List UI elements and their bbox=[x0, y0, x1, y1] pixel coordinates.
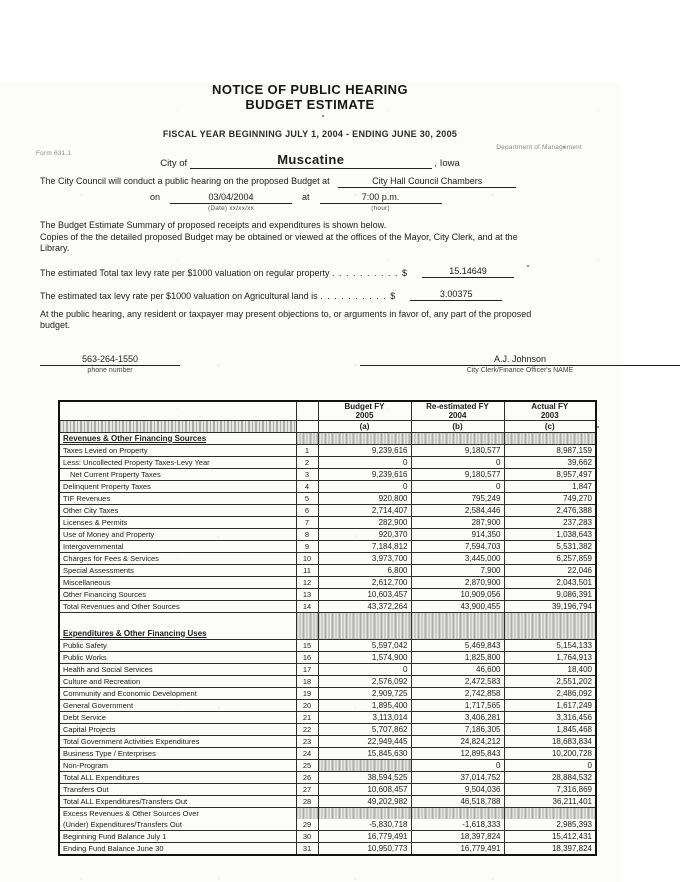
cell-budget-fy2005: 1,574,900 bbox=[318, 651, 411, 663]
objections-paragraph: At the public hearing, any resident or taxpayer may present objections to, or arguments in favor of, any part of the proposed budget. bbox=[40, 308, 532, 330]
summary-line: The Budget Estimate Summary of proposed receipts and expenditures is shown below. bbox=[40, 220, 387, 230]
cell-reestimated-fy2004: 24,824,212 bbox=[411, 735, 504, 747]
section-row bbox=[59, 612, 596, 639]
table-row bbox=[59, 819, 596, 831]
row-label: Debt Service bbox=[59, 711, 296, 723]
row-number: 7 bbox=[296, 516, 318, 528]
table-row bbox=[59, 480, 596, 492]
row-number: 26 bbox=[296, 771, 318, 783]
city-of-label: City of bbox=[160, 158, 188, 169]
cell-reestimated-fy2004: 287,900 bbox=[411, 516, 504, 528]
row-number: 14 bbox=[296, 600, 318, 612]
cell-budget-fy2005: 7,184,812 bbox=[318, 540, 411, 552]
table-row bbox=[59, 759, 596, 771]
phone-caption: phone number bbox=[87, 366, 133, 374]
row-number: 4 bbox=[296, 480, 318, 492]
cell-budget-fy2005: 3,973,700 bbox=[318, 552, 411, 564]
row-number bbox=[296, 612, 318, 639]
cell-reestimated-fy2004: 2,472,583 bbox=[411, 675, 504, 687]
table-row bbox=[59, 552, 596, 564]
cell-actual-fy2003: 18,397,824 bbox=[504, 842, 596, 855]
header-col-a-line1: Budget FY bbox=[344, 401, 385, 411]
row-number: 21 bbox=[296, 711, 318, 723]
signature-block bbox=[40, 354, 580, 374]
cell-budget-fy2005: 9,239,616 bbox=[318, 468, 411, 480]
header-col-a-line2: 2005 bbox=[355, 410, 374, 420]
row-number: 28 bbox=[296, 795, 318, 807]
budget-table-body bbox=[59, 432, 596, 855]
table-row bbox=[59, 807, 596, 819]
state-label: , Iowa bbox=[434, 158, 460, 169]
letter-b: (b) bbox=[411, 420, 504, 432]
cell-budget-fy2005: 49,202,982 bbox=[318, 795, 411, 807]
cell-reestimated-fy2004: 0 bbox=[411, 456, 504, 468]
row-number: 2 bbox=[296, 456, 318, 468]
levy-ag-dots: . . . . . . . . . . $ bbox=[320, 290, 397, 301]
cell-actual-fy2003: 39,196,794 bbox=[504, 600, 596, 612]
cell-actual-fy2003: 8,957,497 bbox=[504, 468, 596, 480]
cell-actual-fy2003: 6,257,859 bbox=[504, 552, 596, 564]
table-row bbox=[59, 675, 596, 687]
cell-reestimated-fy2004: 7,186,305 bbox=[411, 723, 504, 735]
title-line1: NOTICE OF PUBLIC HEARING bbox=[212, 82, 408, 97]
cell-reestimated-fy2004: 9,180,577 bbox=[411, 444, 504, 456]
row-label: Total Revenues and Other Sources bbox=[59, 600, 296, 612]
letter-c: (c) bbox=[504, 420, 596, 432]
row-label: Community and Economic Development bbox=[59, 687, 296, 699]
cell-budget-fy2005: 1,895,400 bbox=[318, 699, 411, 711]
row-number: 10 bbox=[296, 552, 318, 564]
form-number: Form 631.1 bbox=[36, 150, 72, 157]
cell-actual-fy2003: 1,617,249 bbox=[504, 699, 596, 711]
cell-reestimated-fy2004: -1,618,333 bbox=[411, 819, 504, 831]
row-number: 24 bbox=[296, 747, 318, 759]
table-row bbox=[59, 639, 596, 651]
header-col-b-line1: Re-estimated FY bbox=[426, 401, 489, 411]
table-row bbox=[59, 830, 596, 842]
table-row bbox=[59, 747, 596, 759]
cell-reestimated-fy2004: 0 bbox=[411, 480, 504, 492]
levy-regular-line bbox=[40, 266, 585, 278]
cell-reestimated-fy2004: 2,742,858 bbox=[411, 687, 504, 699]
row-number: 1 bbox=[296, 444, 318, 456]
cell-reestimated-fy2004 bbox=[411, 807, 504, 819]
cell-budget-fy2005: 6,800 bbox=[318, 564, 411, 576]
cell-actual-fy2003: 1,847 bbox=[504, 480, 596, 492]
hearing-time-value: 7:00 p.m. bbox=[320, 192, 442, 204]
letter-blank-num bbox=[296, 420, 318, 432]
row-number bbox=[296, 432, 318, 444]
on-label: on bbox=[150, 192, 161, 202]
cell-reestimated-fy2004: 46,518,788 bbox=[411, 795, 504, 807]
city-line bbox=[0, 152, 620, 169]
cell-actual-fy2003: 10,200,728 bbox=[504, 747, 596, 759]
fiscal-year-line: FISCAL YEAR BEGINNING JULY 1, 2004 - ENDING JUNE 30, 2005 bbox=[162, 129, 458, 139]
table-row bbox=[59, 783, 596, 795]
cell-budget-fy2005: 10,608,457 bbox=[318, 783, 411, 795]
table-row bbox=[59, 771, 596, 783]
cell-reestimated-fy2004: 12,895,843 bbox=[411, 747, 504, 759]
row-number: 30 bbox=[296, 830, 318, 842]
row-number: 16 bbox=[296, 651, 318, 663]
phone-number: 563-264-1550 bbox=[40, 354, 180, 366]
cell-actual-fy2003: 2,476,388 bbox=[504, 504, 596, 516]
row-label: Miscellaneous bbox=[59, 576, 296, 588]
table-row bbox=[59, 528, 596, 540]
hearing-date-field bbox=[170, 192, 292, 212]
cell-reestimated-fy2004: 1,825,800 bbox=[411, 651, 504, 663]
cell-actual-fy2003: 9,086,391 bbox=[504, 588, 596, 600]
cell-budget-fy2005 bbox=[318, 759, 411, 771]
cell-budget-fy2005: 2,714,407 bbox=[318, 504, 411, 516]
cell-actual-fy2003: 7,316,869 bbox=[504, 783, 596, 795]
table-row bbox=[59, 842, 596, 855]
table-row bbox=[59, 504, 596, 516]
row-number: 5 bbox=[296, 492, 318, 504]
cell-reestimated-fy2004: 2,870,900 bbox=[411, 576, 504, 588]
cell-budget-fy2005: 0 bbox=[318, 663, 411, 675]
cell-actual-fy2003: 1,845,468 bbox=[504, 723, 596, 735]
row-number: 12 bbox=[296, 576, 318, 588]
table-row bbox=[59, 699, 596, 711]
cell-budget-fy2005: 0 bbox=[318, 456, 411, 468]
cell-budget-fy2005: -5,830,718 bbox=[318, 819, 411, 831]
cell-budget-fy2005: 2,909,725 bbox=[318, 687, 411, 699]
row-label: Delinquent Property Taxes bbox=[59, 480, 296, 492]
row-number: 17 bbox=[296, 663, 318, 675]
cell-reestimated-fy2004: 9,180,577 bbox=[411, 468, 504, 480]
cell-reestimated-fy2004: 0 bbox=[411, 759, 504, 771]
hearing-date-value: 03/04/2004 bbox=[170, 192, 292, 204]
cell-budget-fy2005: 0 bbox=[318, 480, 411, 492]
table-header-row bbox=[59, 401, 596, 421]
row-number: 18 bbox=[296, 675, 318, 687]
cell-budget-fy2005 bbox=[318, 807, 411, 819]
title-line2: BUDGET ESTIMATE bbox=[245, 97, 375, 112]
hearing-location-field: City Hall Council Chambers bbox=[338, 176, 516, 188]
row-label: Health and Social Services bbox=[59, 663, 296, 675]
document-title bbox=[0, 82, 620, 112]
cell-reestimated-fy2004: 18,397,824 bbox=[411, 830, 504, 842]
row-number: 19 bbox=[296, 687, 318, 699]
row-label: Business Type / Enterprises bbox=[59, 747, 296, 759]
row-label: Total ALL Expenditures/Transfers Out bbox=[59, 795, 296, 807]
cell-reestimated-fy2004 bbox=[411, 432, 504, 444]
header-blank-num bbox=[296, 401, 318, 421]
copies-line: Copies of the the detailed proposed Budget may be obtained or viewed at the offices of the Mayor, City Clerk, and at the Library. bbox=[40, 231, 518, 253]
cell-reestimated-fy2004: 795,249 bbox=[411, 492, 504, 504]
row-label: Intergovernmental bbox=[59, 540, 296, 552]
cell-actual-fy2003: 2,043,501 bbox=[504, 576, 596, 588]
cell-actual-fy2003: 237,283 bbox=[504, 516, 596, 528]
cell-actual-fy2003: 1,764,913 bbox=[504, 651, 596, 663]
cell-actual-fy2003: 1,038,643 bbox=[504, 528, 596, 540]
row-label: Transfers Out bbox=[59, 783, 296, 795]
row-label: Total Government Activities Expenditures bbox=[59, 735, 296, 747]
cell-reestimated-fy2004: 9,504,036 bbox=[411, 783, 504, 795]
cell-actual-fy2003 bbox=[504, 807, 596, 819]
header-actual-fy2003 bbox=[504, 401, 596, 421]
table-row bbox=[59, 576, 596, 588]
cell-actual-fy2003: 8,987,159 bbox=[504, 444, 596, 456]
row-number: 27 bbox=[296, 783, 318, 795]
cell-actual-fy2003: 2,985,393 bbox=[504, 819, 596, 831]
row-label: Capital Projects bbox=[59, 723, 296, 735]
cell-budget-fy2005: 9,239,616 bbox=[318, 444, 411, 456]
table-row bbox=[59, 564, 596, 576]
header-blank-label bbox=[59, 401, 296, 421]
cell-reestimated-fy2004: 43,900,455 bbox=[411, 600, 504, 612]
cell-reestimated-fy2004: 16,779,491 bbox=[411, 842, 504, 855]
letter-a: (a) bbox=[318, 420, 411, 432]
row-label: TIF Revenues bbox=[59, 492, 296, 504]
cell-actual-fy2003: 5,531,382 bbox=[504, 540, 596, 552]
row-number: 8 bbox=[296, 528, 318, 540]
cell-budget-fy2005: 920,370 bbox=[318, 528, 411, 540]
cell-actual-fy2003 bbox=[504, 432, 596, 444]
row-label: Total ALL Expenditures bbox=[59, 771, 296, 783]
cell-actual-fy2003: 749,270 bbox=[504, 492, 596, 504]
cell-reestimated-fy2004: 1,717,565 bbox=[411, 699, 504, 711]
cell-actual-fy2003: 5,154,133 bbox=[504, 639, 596, 651]
levy-agricultural-line bbox=[40, 289, 585, 301]
header-reestimated-fy2004 bbox=[411, 401, 504, 421]
cell-budget-fy2005: 16,779,491 bbox=[318, 830, 411, 842]
row-label: General Government bbox=[59, 699, 296, 711]
table-row bbox=[59, 588, 596, 600]
cell-actual-fy2003: 18,400 bbox=[504, 663, 596, 675]
row-number bbox=[296, 807, 318, 819]
row-label: (Under) Expenditures/Transfers Out bbox=[59, 819, 296, 831]
table-row bbox=[59, 468, 596, 480]
cell-actual-fy2003: 36,211,401 bbox=[504, 795, 596, 807]
row-number: 3 bbox=[296, 468, 318, 480]
header-col-c-line1: Actual FY bbox=[531, 401, 569, 411]
cell-budget-fy2005: 43,372,264 bbox=[318, 600, 411, 612]
row-label: Beginning Fund Balance July 1 bbox=[59, 830, 296, 842]
row-label: Use of Money and Property bbox=[59, 528, 296, 540]
row-label: Other City Taxes bbox=[59, 504, 296, 516]
row-label: Special Assessments bbox=[59, 564, 296, 576]
phone-block bbox=[40, 354, 180, 374]
levy-regular-dots: . . . . . . . . . . $ bbox=[332, 267, 409, 278]
row-number: 11 bbox=[296, 564, 318, 576]
table-row bbox=[59, 444, 596, 456]
cell-actual-fy2003: 2,551,202 bbox=[504, 675, 596, 687]
row-number: 22 bbox=[296, 723, 318, 735]
cell-reestimated-fy2004: 2,584,446 bbox=[411, 504, 504, 516]
row-number: 13 bbox=[296, 588, 318, 600]
row-label: Non-Program bbox=[59, 759, 296, 771]
cell-actual-fy2003: 28,884,532 bbox=[504, 771, 596, 783]
scan-artifact bbox=[597, 426, 599, 428]
table-row bbox=[59, 600, 596, 612]
table-row bbox=[59, 711, 596, 723]
cell-budget-fy2005: 2,576,092 bbox=[318, 675, 411, 687]
cell-reestimated-fy2004: 914,350 bbox=[411, 528, 504, 540]
hearing-when-line bbox=[150, 192, 620, 212]
summary-paragraph bbox=[40, 220, 540, 255]
row-label: Other Financing Sources bbox=[59, 588, 296, 600]
header-budget-fy2005 bbox=[318, 401, 411, 421]
cell-reestimated-fy2004: 46,600 bbox=[411, 663, 504, 675]
row-label: Net Current Property Taxes bbox=[59, 468, 296, 480]
cell-reestimated-fy2004: 3,406,281 bbox=[411, 711, 504, 723]
cell-actual-fy2003: 18,683,834 bbox=[504, 735, 596, 747]
hearing-text: The City Council will conduct a public hearing on the proposed Budget at bbox=[40, 176, 330, 186]
cell-budget-fy2005: 2,612,700 bbox=[318, 576, 411, 588]
scan-artifact bbox=[527, 265, 529, 267]
row-number: 9 bbox=[296, 540, 318, 552]
table-row bbox=[59, 456, 596, 468]
department-label: Department of Management bbox=[496, 144, 582, 151]
levy-regular-label: The estimated Total tax levy rate per $1000 valuation on regular property bbox=[40, 267, 330, 278]
row-number: 6 bbox=[296, 504, 318, 516]
section-row bbox=[59, 432, 596, 444]
table-row bbox=[59, 540, 596, 552]
row-label: Excess Revenues & Other Sources Over bbox=[59, 807, 296, 819]
scan-artifact bbox=[322, 115, 324, 117]
row-label: Charges for Fees & Services bbox=[59, 552, 296, 564]
row-number: 15 bbox=[296, 639, 318, 651]
row-label: Public Works bbox=[59, 651, 296, 663]
cell-actual-fy2003: 22,046 bbox=[504, 564, 596, 576]
cell-budget-fy2005: 38,594,525 bbox=[318, 771, 411, 783]
table-row bbox=[59, 795, 596, 807]
table-row bbox=[59, 723, 596, 735]
cell-budget-fy2005: 15,845,630 bbox=[318, 747, 411, 759]
table-letter-row bbox=[59, 420, 596, 432]
row-label: Less: Uncollected Property Taxes-Levy Year bbox=[59, 456, 296, 468]
cell-reestimated-fy2004 bbox=[411, 612, 504, 639]
row-label: Licenses & Permits bbox=[59, 516, 296, 528]
cell-reestimated-fy2004: 3,445,000 bbox=[411, 552, 504, 564]
cell-budget-fy2005: 5,597,042 bbox=[318, 639, 411, 651]
letter-blank-label bbox=[59, 420, 296, 432]
at-label: at bbox=[302, 192, 310, 202]
row-label: Taxes Levied on Property bbox=[59, 444, 296, 456]
row-number: 25 bbox=[296, 759, 318, 771]
cell-actual-fy2003: 15,412,431 bbox=[504, 830, 596, 842]
row-label: Expenditures & Other Financing Uses bbox=[59, 612, 296, 639]
cell-reestimated-fy2004: 5,469,843 bbox=[411, 639, 504, 651]
cell-budget-fy2005 bbox=[318, 612, 411, 639]
cell-budget-fy2005: 10,603,457 bbox=[318, 588, 411, 600]
cell-reestimated-fy2004: 7,900 bbox=[411, 564, 504, 576]
table-row bbox=[59, 492, 596, 504]
cell-actual-fy2003 bbox=[504, 612, 596, 639]
clerk-block bbox=[360, 354, 680, 374]
table-row bbox=[59, 516, 596, 528]
hearing-line bbox=[40, 176, 620, 188]
cell-budget-fy2005: 22,949,445 bbox=[318, 735, 411, 747]
header-col-b-line2: 2004 bbox=[448, 410, 467, 420]
row-label: Culture and Recreation bbox=[59, 675, 296, 687]
levy-ag-label: The estimated tax levy rate per $1000 valuation on Agricultural land is bbox=[40, 290, 318, 301]
row-label: Ending Fund Balance June 30 bbox=[59, 842, 296, 855]
cell-reestimated-fy2004: 10,909,056 bbox=[411, 588, 504, 600]
cell-reestimated-fy2004: 37,014,752 bbox=[411, 771, 504, 783]
row-number: 31 bbox=[296, 842, 318, 855]
time-hint: (hour) bbox=[371, 205, 390, 212]
levy-ag-value: 3.00375 bbox=[410, 289, 502, 301]
levy-regular-value: 15.14649 bbox=[422, 266, 514, 278]
row-number: 23 bbox=[296, 735, 318, 747]
cell-actual-fy2003: 39,662 bbox=[504, 456, 596, 468]
cell-budget-fy2005: 920,800 bbox=[318, 492, 411, 504]
date-hint: (Date) xx/xx/xx bbox=[208, 205, 254, 212]
row-label: Public Safety bbox=[59, 639, 296, 651]
cell-budget-fy2005: 3,113,014 bbox=[318, 711, 411, 723]
table-row bbox=[59, 651, 596, 663]
cell-actual-fy2003: 3,316,456 bbox=[504, 711, 596, 723]
clerk-name: A.J. Johnson bbox=[360, 354, 680, 366]
hearing-time-field bbox=[320, 192, 442, 212]
row-number: 20 bbox=[296, 699, 318, 711]
row-number: 29 bbox=[296, 819, 318, 831]
cell-budget-fy2005: 10,950,773 bbox=[318, 842, 411, 855]
table-row bbox=[59, 663, 596, 675]
cell-reestimated-fy2004: 7,594,703 bbox=[411, 540, 504, 552]
row-label: Revenues & Other Financing Sources bbox=[59, 432, 296, 444]
header-col-c-line2: 2003 bbox=[540, 410, 559, 420]
scanned-document-page bbox=[0, 82, 620, 882]
table-row bbox=[59, 687, 596, 699]
cell-actual-fy2003: 0 bbox=[504, 759, 596, 771]
cell-budget-fy2005 bbox=[318, 432, 411, 444]
budget-summary-table bbox=[58, 400, 597, 856]
city-name-field: Muscatine bbox=[190, 152, 432, 169]
cell-budget-fy2005: 5,707,862 bbox=[318, 723, 411, 735]
clerk-caption: City Clerk/Finance Officer's NAME bbox=[466, 366, 574, 374]
cell-budget-fy2005: 282,900 bbox=[318, 516, 411, 528]
table-row bbox=[59, 735, 596, 747]
cell-actual-fy2003: 2,486,092 bbox=[504, 687, 596, 699]
